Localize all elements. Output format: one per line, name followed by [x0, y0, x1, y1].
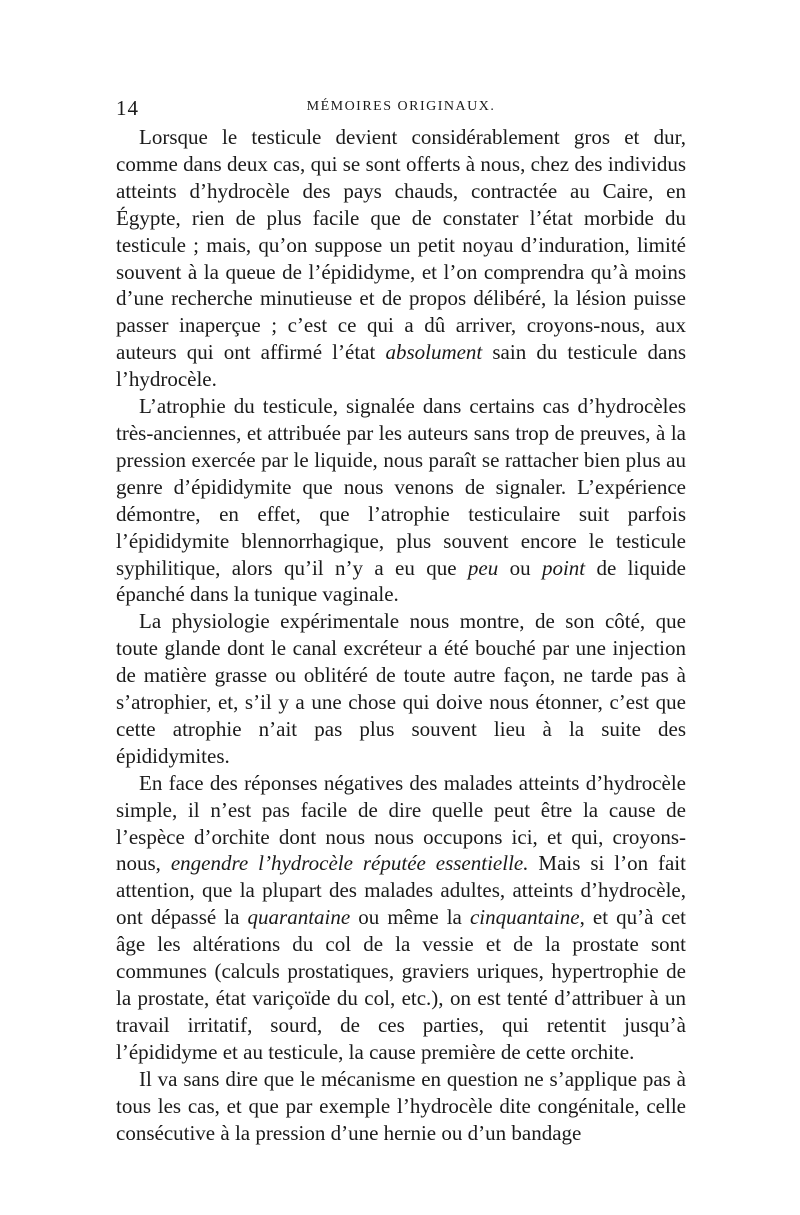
- text-run: Mais si l’on fait attention, que la plupart des malades adultes, atteints d’hydrocèle, ont dépassé la: [116, 851, 686, 930]
- text-run: En face des réponses négatives des malades atteints d’hydrocèle simple, il n’est pas facile de dire quelle peut être la cause de l’espèce d’orchite dont nous nous occupons ici, et qui, croyons-nous,: [116, 770, 686, 876]
- paragraph: [116, 608, 686, 769]
- italic-run: cinquantaine: [469, 905, 580, 930]
- italic-run: point: [541, 555, 586, 580]
- text-run: Il va sans dire que le mécanisme en question ne s’applique pas à tous les cas, et que par exemple l’hydrocèle dite congénitale, celle consécutive à la pression d’une hernie ou d’un bandage: [116, 1066, 686, 1145]
- italic-run: quarantaine: [247, 905, 351, 930]
- paragraph: [116, 770, 686, 1066]
- book-page: [116, 96, 686, 1146]
- text-run: Lorsque le testicule devient considérablement gros et dur, comme dans deux cas, qui se sont offerts à nous, chez des individus atteints d’hydrocèle des pays chauds, contractée au Caire, en Égypte, rien de plus facile que de constater l’état morbide du testicule ; mais, qu’on suppose un petit noyau d’induration, limité souvent à la queue de l’épididyme, et l’on comprendra qu’à moins d’une recherche minutieuse et de propos délibéré, la lésion puisse passer inaperçue ; c’est ce qui a dû arriver, croyons-nous, aux auteurs qui ont affirmé l’état: [116, 125, 686, 365]
- text-run: ou: [498, 555, 542, 580]
- text-run: La physiologie expérimentale nous montre, de son côté, que toute glande dont le canal excréteur a été bouché par une injection de matière grasse ou oblitéré de toute autre façon, ne tarde pas à s’atrophier, et, s’il y a une chose qui doive nous étonner, c’est que cette atrophie n’ait pas plus souvent lieu à la suite des épididymites.: [116, 609, 686, 768]
- paragraph: [116, 124, 686, 393]
- page-number: 14: [116, 96, 139, 120]
- text-run: , et qu’à cet âge les altérations du col de la vessie et de la prostate sont communes (calculs prostatiques, graviers uriques, hypertrophie de la prostate, état variçoïde du col, etc.), on est tenté d’attribuer à un travail irritatif, sourd, de ces parties, qui retentit jusqu’à l’épididyme et au testicule, la cause première de cette orchite.: [116, 905, 686, 1064]
- text-run: ou même la: [350, 905, 470, 930]
- italic-run: engendre l’hydrocèle réputée essentielle.: [170, 851, 529, 876]
- text-run: L’atrophie du testicule, signalée dans certains cas d’hydrocèles très-anciennes, et attribuée par les auteurs sans trop de preuves, à la pression exercée par le liquide, nous paraît se rattacher bien plus au genre d’épididymite que nous venons de signaler. L’expérience démontre, en effet, que l’atrophie testiculaire suit parfois l’épididymite blennorrhagique, plus souvent encore le testicule syphilitique, alors qu’il n’y a eu que: [116, 394, 686, 580]
- paragraph: [116, 393, 686, 608]
- paragraph: [116, 1066, 686, 1147]
- text-run: sain du testicule dans l’hydrocèle.: [116, 340, 687, 392]
- italic-run: absolument: [385, 340, 483, 365]
- text-run: de liquide épanché dans la tunique vaginale.: [116, 555, 686, 607]
- italic-run: peu: [467, 555, 499, 580]
- running-title: MÉMOIRES ORIGINAUX.: [306, 99, 496, 114]
- running-head: [116, 96, 686, 120]
- body-text: [116, 124, 686, 1146]
